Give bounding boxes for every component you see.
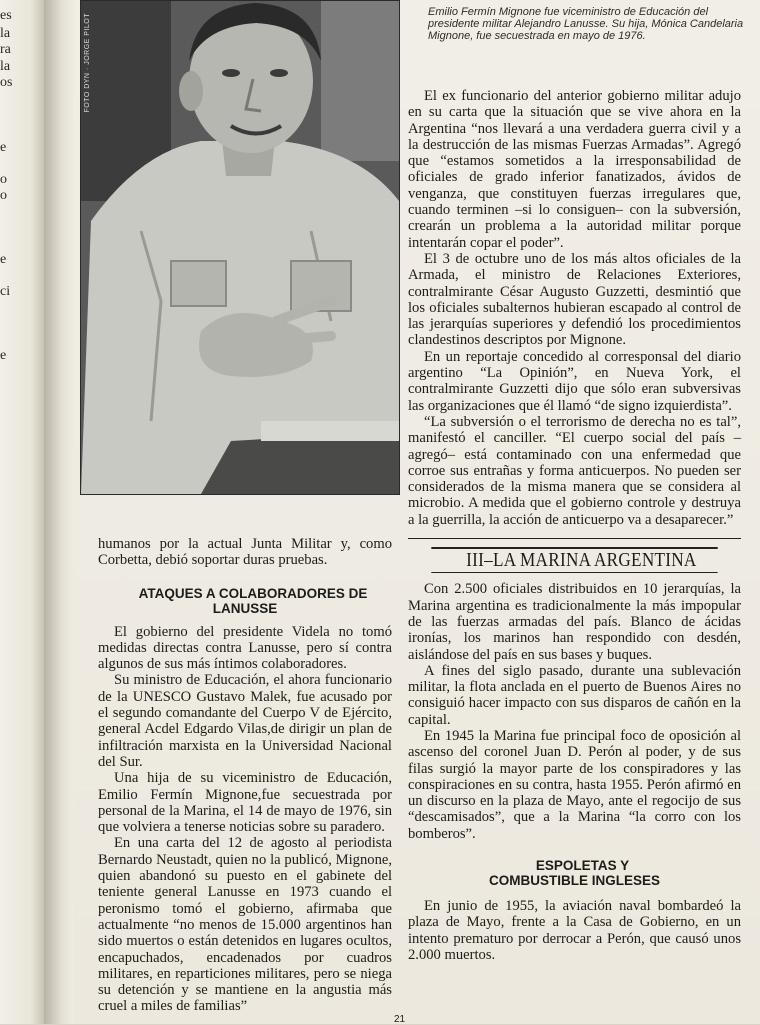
book-gutter	[44, 0, 74, 1024]
facing-page-fragment: e	[0, 140, 7, 155]
section-divider	[408, 538, 741, 539]
body-paragraph: En 1945 la Marina fue principal foco de oposición al ascenso del coronel Juan D. Perón al poder, y de sus filas surgió la mayor parte de los conspiradores y las conspiraciones en su contra, hasta 1955. Perón afirmó en un discurso en la plaza de Mayo, ante el regocijo de sus “descamisados”, que a la Marina “la corro con los bomberos”.	[408, 727, 741, 842]
right-column	[408, 88, 741, 963]
page-number: 21	[394, 1014, 406, 1025]
photo-caption: Emilio Fermín Mignone fue viceministro de Educación del presidente militar Alejandro Lanusse. Su hija, Mónica Candelaria Mignone, fue secuestrada en mayo de 1976.	[428, 6, 744, 42]
body-paragraph: En un reportaje concedido al corresponsal del diario argentino “La Opinión”, en Nueva York, el contralmirante Guzzetti dijo que sólo eran subversivas las organizaciones que él llamó “de signo izquierdista”.	[408, 348, 741, 414]
portrait-illustration	[81, 1, 399, 494]
subheading-espoletas: ESPOLETAS Y COMBUSTIBLE INGLESES	[488, 858, 660, 889]
facing-page-fragment: os	[0, 75, 13, 90]
portrait-photo	[80, 0, 400, 495]
body-paragraph: En junio de 1955, la aviación naval bombardeó la plaza de Mayo, frente a la Casa de Gobierno, en un intento prematuro por derrocar a Perón, que causó unos 2.000 muertos.	[408, 898, 741, 963]
facing-page-fragment: o	[0, 172, 7, 187]
body-paragraph: A fines del siglo pasado, durante una sublevación militar, la flota anclada en el puerto de Buenos Aires no consiguió hacer impacto con sus disparos de cañón en la capital.	[408, 662, 741, 728]
photo-credit: FOTO DYN · JORGE PILOT	[84, 13, 91, 113]
facing-page-fragment: o	[0, 188, 7, 203]
facing-page-fragment: la	[0, 59, 11, 74]
section-title: III–LA MARINA ARGENTINA	[431, 547, 717, 573]
body-paragraph: “La subversión o el terrorismo de derecha no es tal”, manifestó el canciller. “El cuerpo social del país –agregó– está contaminado con una enfermedad que corroe sus entrañas y forma anticuerpos. No pueden ser considerados de la misma manera que se considera al microbio. A medida que el gobierno controle y destruya a la guerrilla, la acción de anticuerpo va a desaparecer.”	[408, 413, 741, 528]
magazine-page	[74, 0, 760, 1024]
body-paragraph: Con 2.500 oficiales distribuidos en 10 jerarquías, la Marina argentina es tradicionalmente la más impopular de las fuerzas armadas del país. Blanco de ácidas ironías, los marinos han respondido con desdén, aislándose del país en sus bases y buques.	[408, 581, 741, 663]
facing-page-fragment: es	[0, 8, 12, 23]
facing-page-fragment: ci	[0, 284, 11, 299]
body-paragraph: El gobierno del presidente Videla no tomó medidas directas contra Lanusse, pero sí contra algunos de sus más íntimos colaboradores.	[98, 623, 392, 673]
left-column	[98, 536, 392, 1015]
body-paragraph: Su ministro de Educación, el ahora funcionario de la UNESCO Gustavo Malek, fue acusado por el segundo comandante del Cuerpo V de Ejército, general Acdel Edgardo Vilas,de dirigir un plan de infiltración marxista en la Universidad Nacional del Sur.	[98, 672, 392, 770]
facing-page-fragment: e	[0, 252, 7, 267]
subheading-ataques: ATAQUES A COLABORADORES DE LANUSSE	[138, 585, 368, 616]
facing-page-fragment: e	[0, 348, 7, 363]
body-paragraph: Una hija de su viceministro de Educación, Emilio Fermín Mignone,fue secuestrada por personal de la Marina, el 14 de mayo de 1976, sin que volviera a tenerse noticias sobre su paradero.	[98, 770, 392, 836]
facing-page-fragment: la	[0, 26, 11, 41]
facing-page-fragment: ra	[0, 42, 11, 57]
body-paragraph: El ex funcionario del anterior gobierno militar adujo en su carta que la situación que se vive ahora en la Argentina “nos llevará a una verdadera guerra civil y a la destrucción de las mismas Fuerzas Armadas”. Agregó que “estamos sometidos a la irresponsabilidad de oficiales de grado inferior fanatizados, ávidos de venganza, que constituyen fuerzas irregulares que, cuando terminen –si lo consiguen– con la subversión, crearán un problema a la autoridad militar porque intentarán copar el poder”.	[408, 88, 741, 251]
continuation-paragraph: humanos por la actual Junta Militar y, como Corbetta, debió soportar duras pruebas.	[98, 536, 392, 569]
facing-page-edge	[0, 0, 44, 1024]
body-paragraph: En una carta del 12 de agosto al periodista Bernardo Neustadt, quien no la publicó, Mignone, quien abandonó su puesto en el gabinete del teniente general Lanusse en 1973 cuando el peronismo tomó el gobierno, afirmaba que actualmente “no menos de 15.000 argentinos han sido muertos o están detenidos en lugares ocultos, encapuchados, encadenados por cuadros militares, en reparticiones militares, pero se niega su detención y se mantiene en la angustia más cruel a miles de familias”	[98, 835, 392, 1015]
body-paragraph: El 3 de octubre uno de los más altos oficiales de la Armada, el ministro de Relaciones Exteriores, contralmirante César Augusto Guzzetti, desmintió que los oficiales subalternos hubieran escapado al control de las jerarquías superiores y defendió los procedimientos clandestinos descriptos por Mignone.	[408, 250, 741, 349]
